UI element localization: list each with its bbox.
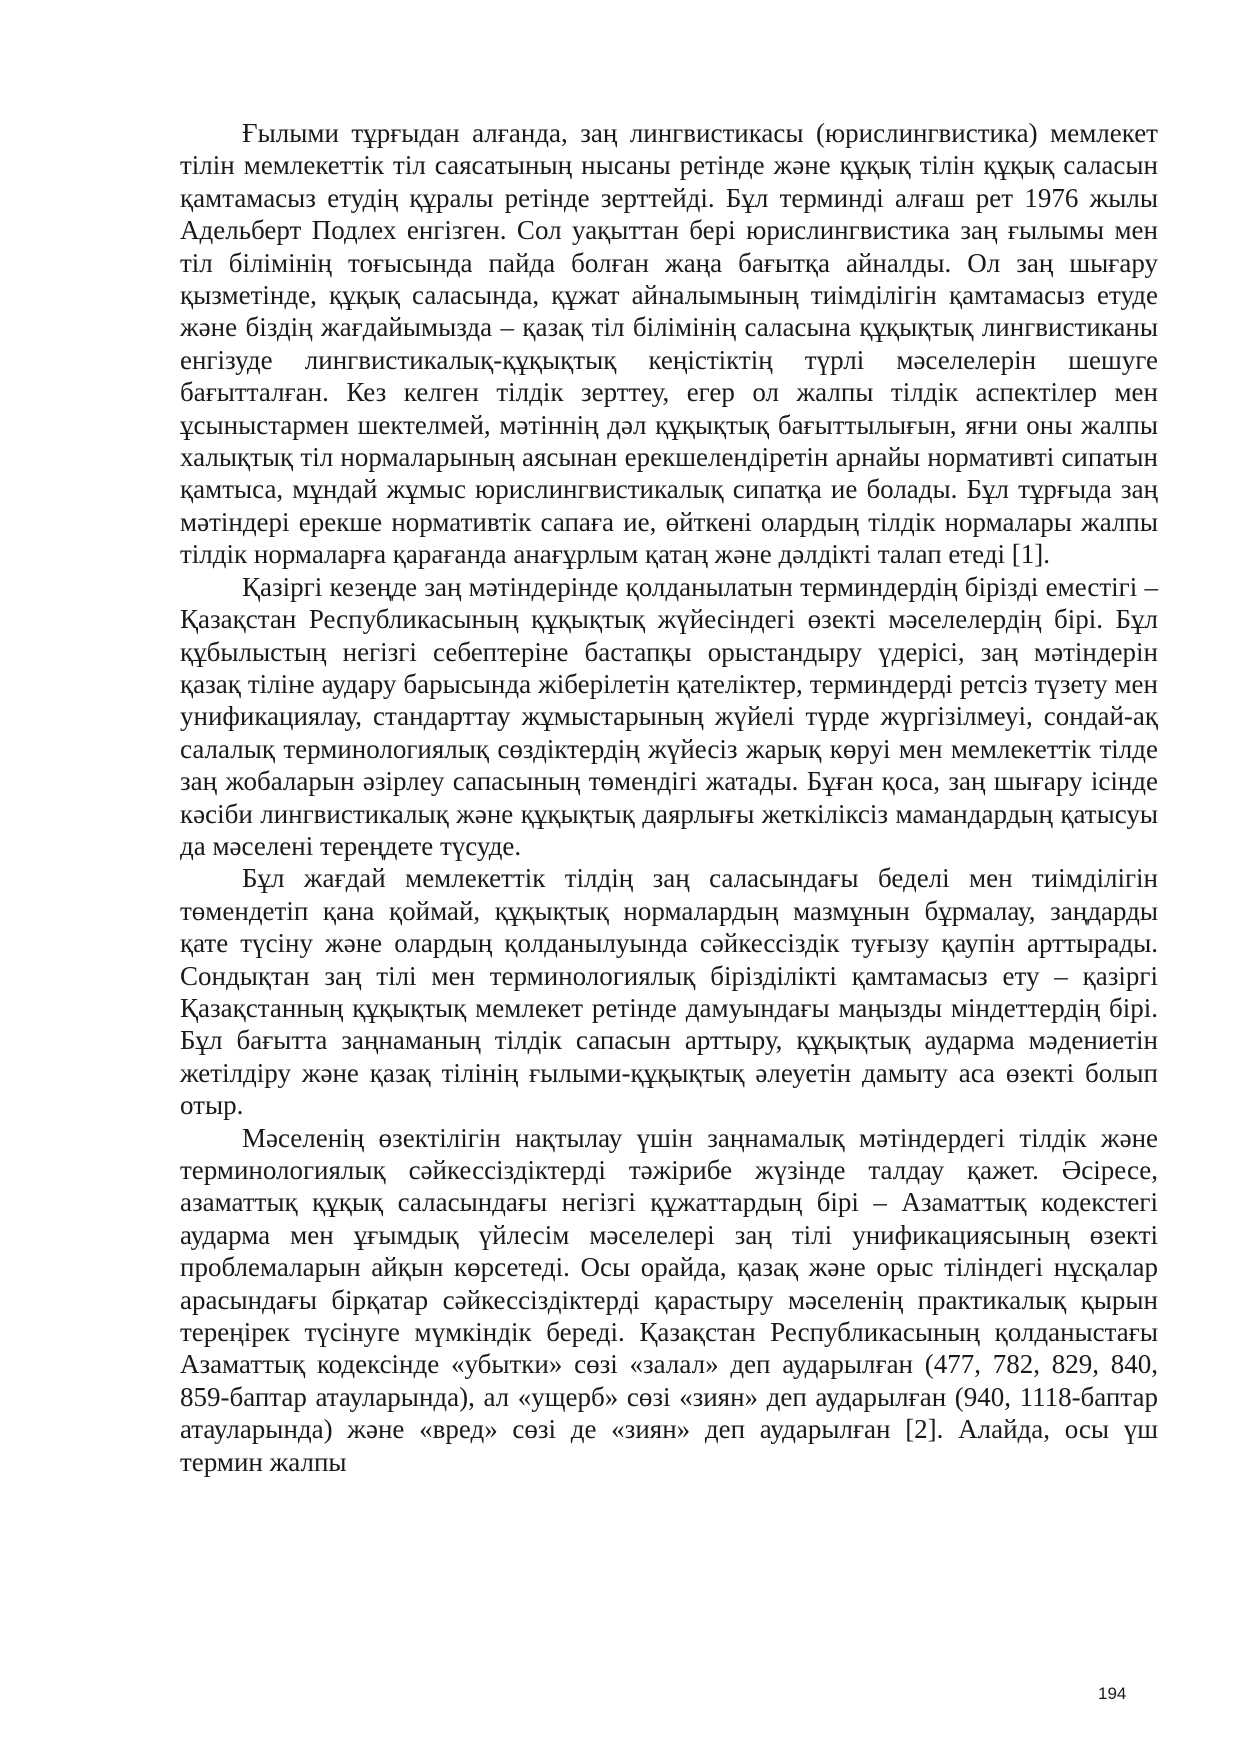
paragraph-3: Бұл жағдай мемлекеттік тілдің заң саласындағы беделі мен тиімділігін төмендетіп қана қоймай, құқықтық нормалардың мазмұнын бұрмалау, заңдарды қате түсіну және олардың қолданылуында сәйкессіздік туғызу қаупін арттырады. Сондықтан заң тілі мен терминологиялық бірізділікті қамтамасыз ету – қазіргі Қазақстанның құқықтық мемлекет ретінде дамуындағы маңызды міндеттердің бірі. Бұл бағытта заңнаманың тілдік сапасын арттыру, құқықтық аударма мәдениетін жетілдіру және қазақ тілінің ғылыми-құқықтық әлеуетін дамыту аса өзекті болып отыр.	[180, 863, 1158, 1121]
document-body	[180, 117, 1158, 1478]
paragraph-1: Ғылыми тұрғыдан алғанда, заң лингвистикасы (юрислингвистика) мемлекет тілін мемлекеттік тіл саясатының нысаны ретінде және құқық тілін құқық саласын қамтамасыз етудің құралы ретінде зерттейді. Бұл терминді алғаш рет 1976 жылы Адельберт Подлех енгізген. Сол уақыттан бері юрислингвистика заң ғылымы мен тіл білімінің тоғысында пайда болған жаңа бағытқа айналды. Ол заң шығару қызметінде, құқық саласында, құжат айналымының тиімділігін қамтамасыз етуде және біздің жағдайымызда – қазақ тіл білімінің саласына құқықтық лингвистиканы енгізуде лингвистикалық-құқықтық кеңістіктің түрлі мәселелерін шешуге бағытталған. Кез келген тілдік зерттеу, егер ол жалпы тілдік аспектілер мен ұсыныстармен шектелмей, мәтіннің дәл құқықтық бағыттылығын, яғни оны жалпы халықтық тіл нормаларының аясынан ерекшелендіретін арнайы нормативті сипатын қамтыса, мұндай жұмыс юрислингвистикалық сипатқа ие болады. Бұл тұрғыда заң мәтіндері ерекше нормативтік сапаға ие, өйткені олардың тілдік нормалары жалпы тілдік нормаларға қарағанда анағұрлым қатаң және дәлдікті талап етеді [1].	[180, 118, 1158, 570]
page-number: 194	[1098, 1684, 1127, 1703]
paragraph-4: Мәселенің өзектілігін нақтылау үшін заңнамалық мәтіндердегі тілдік және терминологиялық сәйкессіздіктерді тәжірибе жүзінде талдау қажет. Әсіресе, азаматтық құқық саласындағы негізгі құжаттардың бірі – Азаматтық кодекстегі аударма мен ұғымдық үйлесім мәселелері заң тілі унификациясының өзекті проблемаларын айқын көрсетеді. Осы орайда, қазақ және орыс тіліндегі нұсқалар арасындағы бірқатар сәйкессіздіктерді қарастыру мәселенің практикалық қырын тереңірек түсінуге мүмкіндік береді. Қазақстан Республикасының қолданыстағы Азаматтық кодексінде «убытки» сөзі «залал» деп аударылған (477, 782, 829, 840, 859-баптар атауларында), ал «ущерб» сөзі «зиян» деп аударылған (940, 1118-баптар атауларында) және «вред» сөзі де «зиян» деп аударылған [2]. Алайда, осы үш термин жалпы	[180, 1122, 1158, 1477]
paragraph-2: Қазіргі кезеңде заң мәтіндерінде қолданылатын терминдердің бірізді еместігі – Қазақстан Республикасының құқықтық жүйесіндегі өзекті мәселелердің бірі. Бұл құбылыстың негізгі себептеріне бастапқы орыстандыру үдерісі, заң мәтіндерін қазақ тіліне аудару барысында жіберілетін қателіктер, терминдерді ретсіз түзету мен унификациялау, стандарттау жұмыстарының жүйелі түрде жүргізілмеуі, сондай-ақ салалық терминологиялық сөздіктердің жүйесіз жарық көруі мен мемлекеттік тілде заң жобаларын әзірлеу сапасының төмендігі жатады. Бұған қоса, заң шығару ісінде кәсіби лингвистикалық және құқықтық даярлығы жеткіліксіз мамандардың қатысуы да мәселені тереңдете түсуде.	[180, 571, 1158, 861]
